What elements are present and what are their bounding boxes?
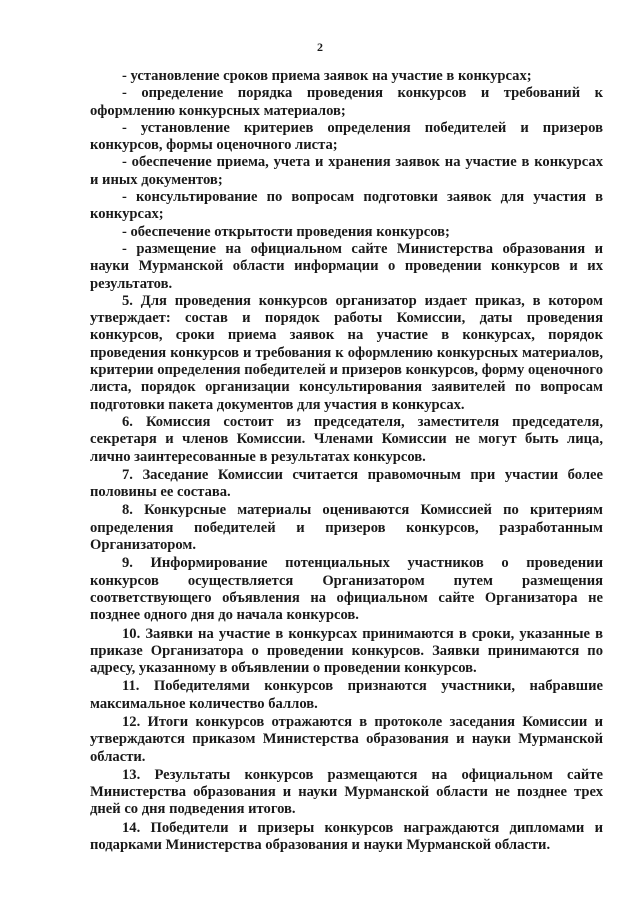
clause-7: 7. Заседание Комиссии считается правомочным при участии более половины ее состава. bbox=[90, 466, 603, 501]
list-item-deadlines: - установление сроков приема заявок на участие в конкурсах; bbox=[122, 68, 532, 84]
clause-14: 14. Победители и призеры конкурсов награждаются дипломами и подарками Министерства образования и науки Мурманской области. bbox=[90, 819, 603, 854]
list-item-consulting: - консультирование по вопросам подготовки заявок для участия в конкурсах; bbox=[90, 189, 603, 223]
list-item-procedure: - определение порядка проведения конкурсов и требований к оформлению конкурсных материалов; bbox=[90, 85, 603, 119]
list-item-criteria: - установление критериев определения победителей и призеров конкурсов, формы оценочного листа; bbox=[90, 119, 603, 154]
clause-10: 10. Заявки на участие в конкурсах принимаются в сроки, указанные в приказе Организатора о проведении конкурсов. Заявки принимаются по адресу, указанному в объявлении о проведении конкурсов. bbox=[90, 625, 603, 677]
clause-5: 5. Для проведения конкурсов организатор издает приказ, в котором утверждает: состав и порядок работы Комиссии, даты проведения конкурсов, сроки приема заявок на участие в конкурсах, порядок проведения конкурсов и требования к оформлению конкурсных материалов, критерии определения победителей и призеров конкурсов, форму оценочного листа, порядок организации консультирования заявителей по вопросам подготовки пакета документов для участия в конкурсах. bbox=[90, 292, 603, 413]
list-item-applications: - обеспечение приема, учета и хранения заявок на участие в конкурсах и иных документов; bbox=[90, 154, 603, 188]
clause-13: 13. Результаты конкурсов размещаются на официальном сайте Министерства образования и науки Мурманской области не позднее трех дней со дня подведения итогов. bbox=[90, 766, 603, 818]
clause-9: 9. Информирование потенциальных участников о проведении конкурсов осуществляется Организатором путем размещения соответствующего объявления на официальном сайте Организатора не позднее одного дня до начала конкурсов. bbox=[90, 555, 603, 624]
document-body bbox=[90, 68, 603, 854]
clause-6: 6. Комиссия состоит из председателя, заместителя председателя, секретаря и членов Комиссии. Членами Комиссии не могут быть лица, лично заинтересованные в результатах конкурсов. bbox=[90, 413, 603, 465]
clause-8: 8. Конкурсные материалы оцениваются Комиссией по критериям определения победителей и призеров конкурсов, разработанным Организатором. bbox=[90, 502, 603, 554]
list-item-publication: - размещение на официальном сайте Министерства образования и науки Мурманской области информации о проведении конкурсов и их результатов. bbox=[90, 240, 603, 292]
clause-12: 12. Итоги конкурсов отражаются в протоколе заседания Комиссии и утверждаются приказом Министерства образования и науки Мурманской области. bbox=[90, 713, 603, 765]
clause-11: 11. Победителями конкурсов признаются участники, набравшие максимальное количество баллов. bbox=[90, 678, 603, 712]
list-item-openness: - обеспечение открытости проведения конкурсов; bbox=[122, 223, 450, 240]
page-number: 2 bbox=[317, 40, 323, 54]
